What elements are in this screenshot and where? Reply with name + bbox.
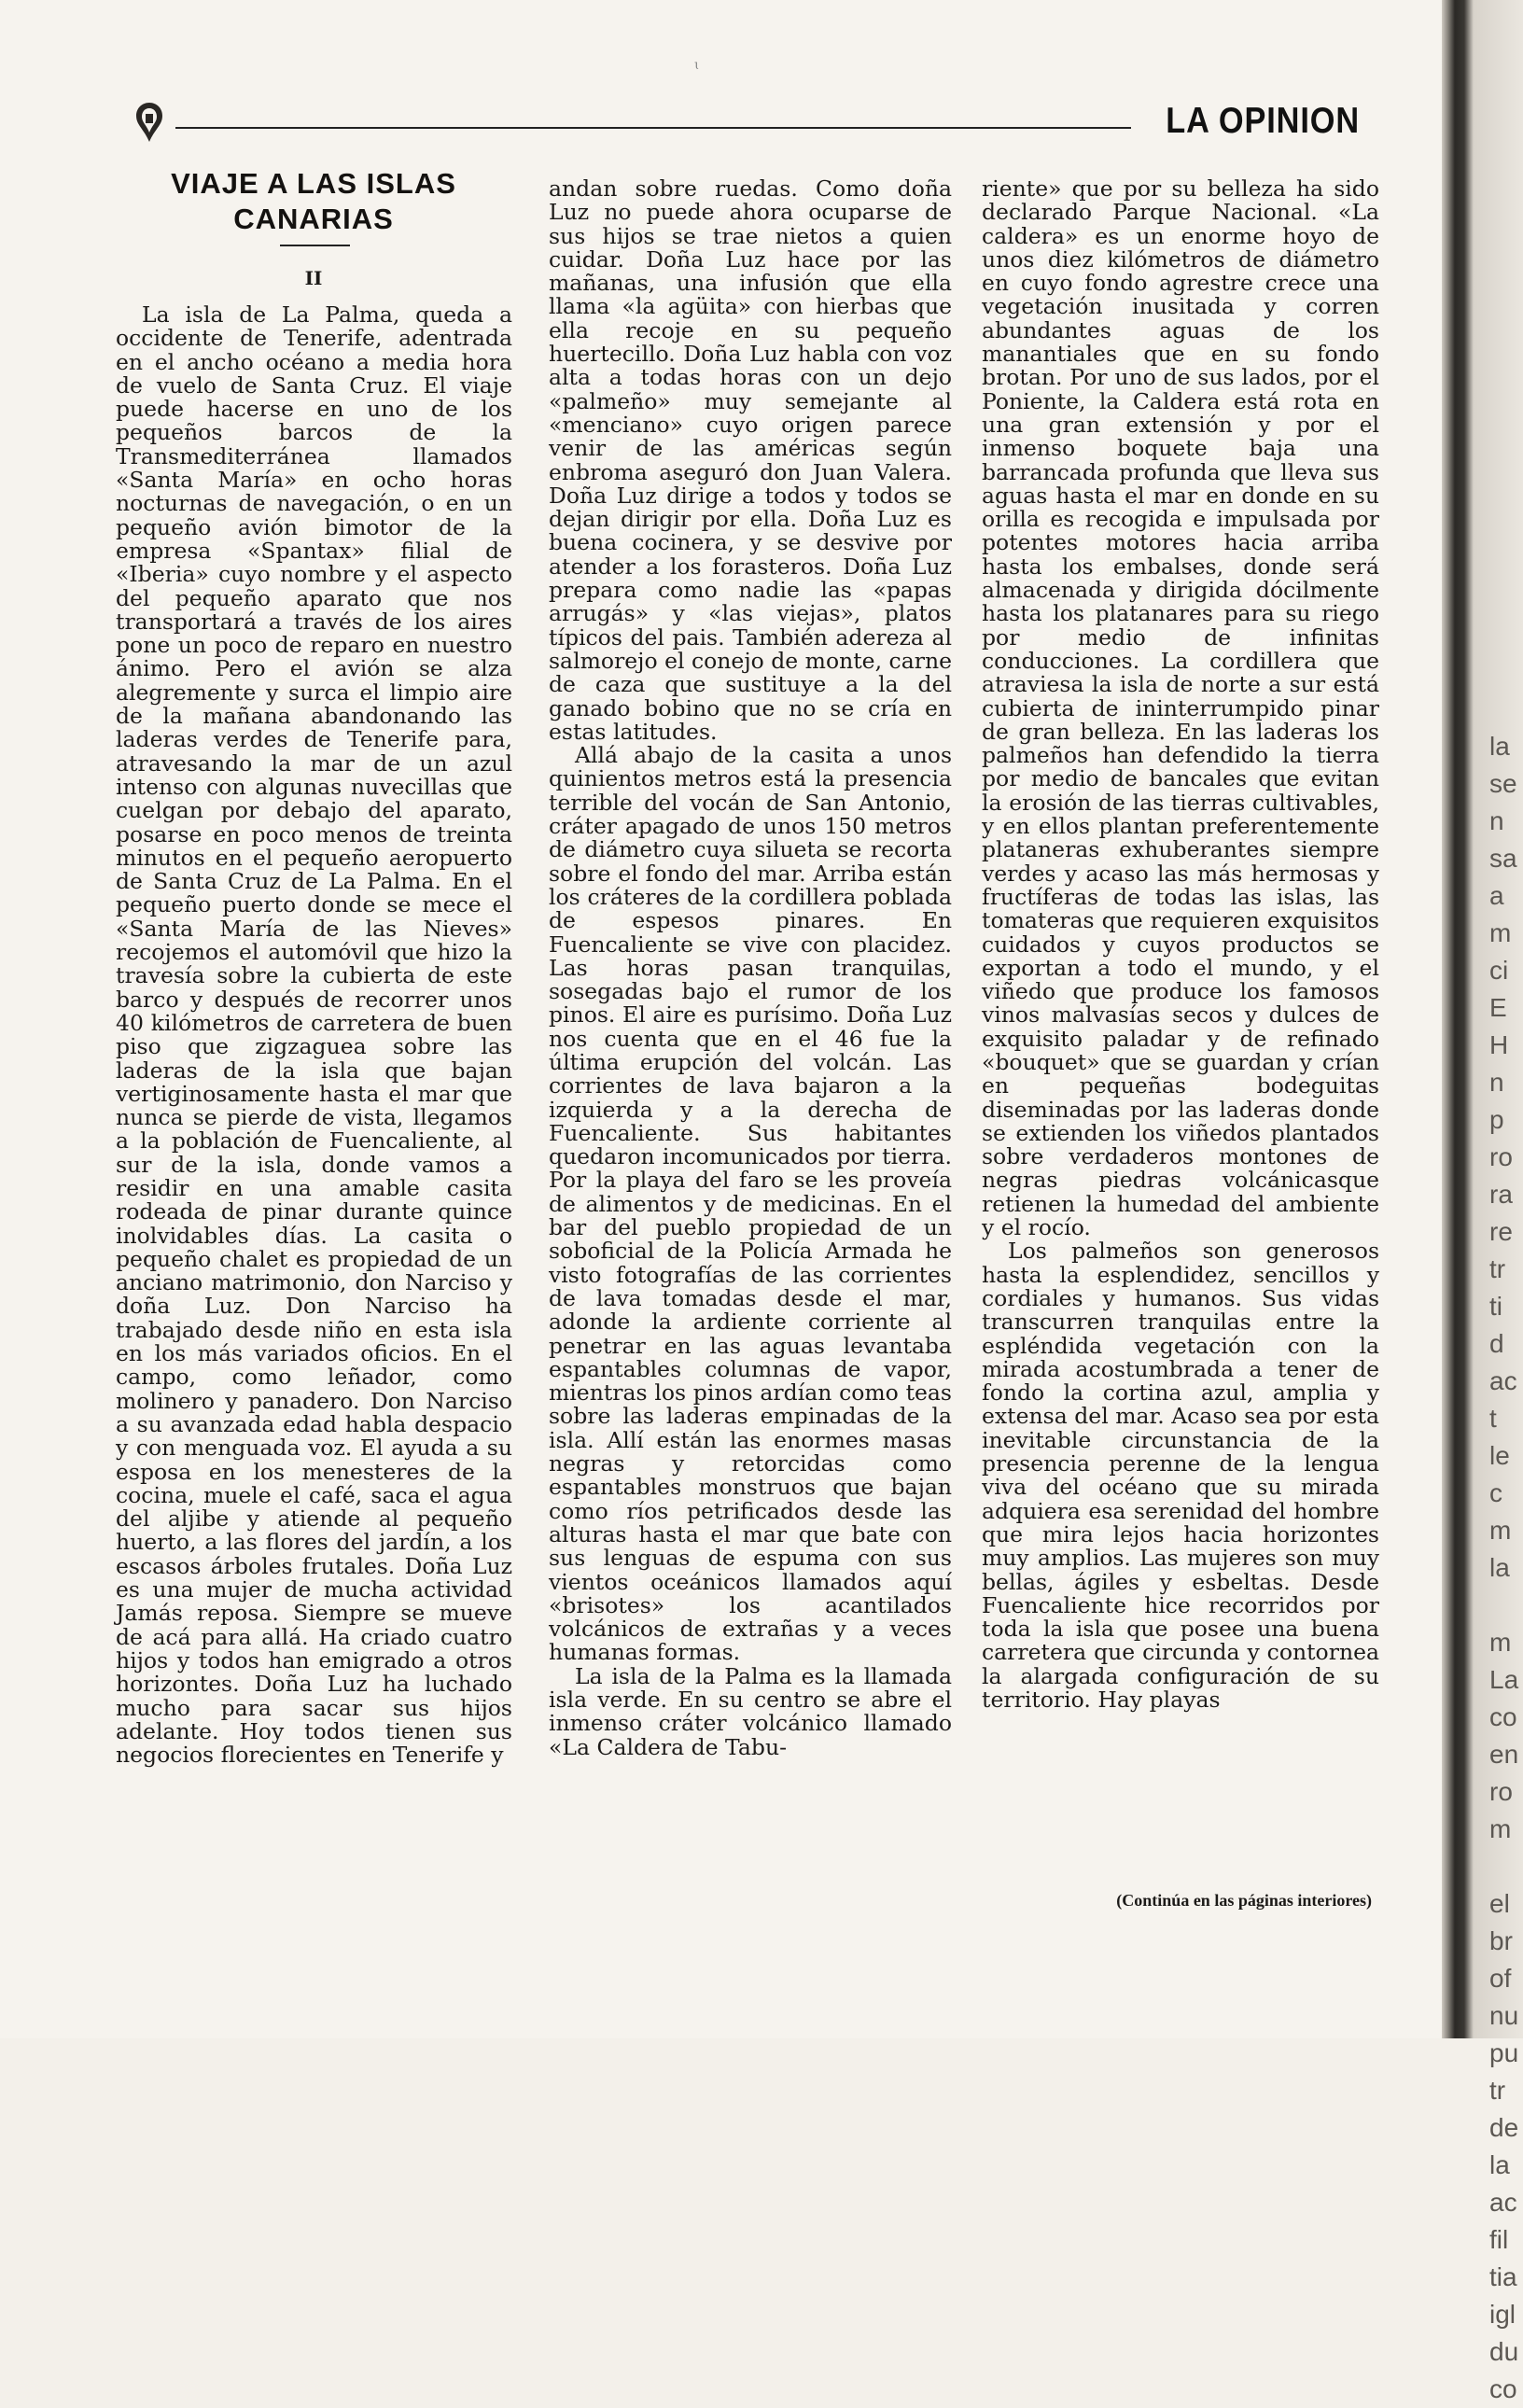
next-page-edge-text: la se n sa a m ci E H n p ro ra re tr ti d ac t le c m la m La co en ro m el br of nu pu tr de la ac fil tia igl du co	[1489, 732, 1519, 2403]
paragraph: La isla de La Palma, queda a occidente de Tenerife, adentrada en el ancho océano a media hora de vuelo de Santa Cruz. El viaje puede hacerse en uno de los pequeños barcos de la Transmediterránea llamados «Santa María» en ocho horas nocturnas de navegación, o en un pequeño avión bimotor de la empresa «Spantax» filial de «Iberia» cuyo nombre y el aspecto del pequeño aparato que nos transportará a través de los aires pone un poco de reparo en nuestro ánimo. Pero el avión se alza alegremente y surca el limpio aire de la mañana abandonando las laderas verdes de Tenerife para, atravesando la mar de un azul intenso con algunas nuvecillas que cuelgan por debajo del aparato, posarse en poco menos de treinta minutos en el pequeño aeropuerto de Santa Cruz de La Palma. En el pequeño puerto donde se mece el «Santa María de las Nieves» recojemos el automóvil que hizo la travesía sobre la cubierta de este barco y después de recorrer unos 40 kilómetros de carretera de buen piso que zigzaguea sobre las laderas de la isla que bajan vertiginosamente hasta el mar que nunca se pierde de vista, llegamos a la población de Fuencaliente, al sur de la isla, donde vamos a residir en una amable casita rodeada de pinar durante quince inolvidables días. La casita o pequeño chalet es propiedad de un anciano matrimonio, don Narciso y doña Luz. Don Narciso ha trabajado desde niño en esta isla en los más variados oficios. En el campo, como leñador, como molinero y panadero. Don Narciso a su avanzada edad habla despacio y con menguada voz. El ayuda a su esposa en los menesteres de la cocina, muele el café, saca el agua del aljibe y atiende al pequeño huerto, a las flores del jardín, a los escasos árboles frutales. Doña Luz es una mujer de mucha actividad Jamás reposa. Siempre se mueve de acá para allá. Ha criado cuatro hijos y todos han emigrado a otros horizontes. Doña Luz ha luchado mucho para sacar sus hijos adelante. Hoy todos tienen sus negocios florecientes en Tenerife y	[116, 301, 512, 1769]
masthead-title: LA OPINION	[1166, 101, 1360, 141]
article-title-line2: CANARIAS	[233, 203, 394, 235]
paragraph: Los palmeños son generosos hasta la esplendidez, sencillos y cordiales y humanos. Sus vidas transcurren tranquilas entre la espléndida vegetación con la mirada acostumbrada a tener de fondo la cortina azul, amplia y extensa del mar. Acaso sea por esta inevitable circunstancia de la presencia perenne de la lengua viva del océano que su mirada adquiera esa serenidad del hombre que mira lejos hacia horizontes muy amplios. Las mujeres son muy bellas, ágiles y esbeltas. Desde Fuencaliente hice recorridos por toda la isla que posee una buena carretera que circunda y contornea la alargada configuración de su territorio. Hay playas	[982, 1238, 1379, 1713]
continued-note: (Continúa en las páginas interiores)	[1116, 1891, 1372, 1910]
paragraph: andan sobre ruedas. Como doña Luz no puede ahora ocuparse de sus hijos se trae nietos a quien cuidar. Doña Luz hace por las mañanas, una infusión que ella llama «la agüita» con hierbas que ella recoje en su pequeño huertecillo. Doña Luz habla con voz alta a todas horas con un dejo «palmeño» muy semejante al «menciano» cuyo origen parece venir de las américas según enbroma aseguró don Juan Valera. Doña Luz dirige a todos y todos se dejan dirigir por ella. Doña Luz es buena cocinera, y se desvive por atender a los forasteros. Doña Luz prepara como nadie las «papas arrugás» y «las viejas», platos típicos del pais. También adereza al salmorejo el conejo de monte, carne de caza que sustituye a la del ganado bobino que no se cría en estas latitudes.	[549, 175, 952, 745]
title-rule	[280, 245, 350, 246]
article-column-3	[982, 177, 1379, 1712]
header-rule	[175, 127, 1131, 129]
paragraph: La isla de la Palma es la llamada isla verde. En su centro se abre el inmenso cráter volcánico llamado «La Caldera de Tabu-	[549, 1662, 952, 1760]
article-column-1	[116, 303, 512, 1767]
paragraph: Allá abajo de la casita a unos quinientos metros está la presencia terrible del vocán de San Antonio, cráter apagado de unos 150 metros de diámetro cuya silueta se recorta sobre el fondo del mar. Arriba están los cráteres de la cordillera poblada de espesos pinares. En Fuencaliente se vive con placidez. Las horas pasan tranquilas, sosegadas bajo el rumor de los pinos. El aire es purísimo. Doña Luz nos cuenta que en el 46 fue la última erupción del volcán. Las corrientes de lava bajaron a la izquierda y a la derecha de Fuencaliente. Sus habitantes quedaron incomunicados por tierra. Por la playa del faro se les proveía de alimentos y de medicinas. En el bar del pueblo propiedad de un soboficial de la Policía Armada he visto fotografías de las corrientes de lava tomadas desde el mar, adonde la ardiente corriente al penetrar en las aguas levantaba espantables columnas de vapor, mientras los pinos ardían como teas sobre las laderas empinadas de la isla. Allí están las enormes masas negras y retorcidas como espantables monstruos que bajan como ríos petrificados desde las alturas hasta el mar que bate con sus lenguas de espuma con sus vientos oceánicos llamados aquí «brisotes» los acantilados volcánicos de extrañas y a veces humanas formas.	[549, 742, 952, 1666]
article-title-line1: VIAJE A LAS ISLAS	[171, 167, 456, 200]
part-number: II	[304, 267, 323, 289]
crest-emblem-icon	[131, 101, 168, 144]
paragraph: riente» que por su belleza ha sido declarado Parque Nacional. «La caldera» es un enorme hoyo de unos diez kilómetros de diámetro en cuyo fondo agrestre crece una vegetación inusitada y corren abundantes aguas de los manantiales que en su fondo brotan. Por uno de sus lados, por el Poniente, la Caldera está rota en una gran extensión y por el inmenso boquete baja una barrancada profunda que lleva sus aguas hasta el mar en donde en su orilla es recogida e impulsada por potentes motores hacia arriba hasta los embalses, donde será almacenada y dirigida dócilmente hasta los platanares para su riego por medio de infinitas conducciones. La cordillera que atraviesa la isla de norte a sur está cubierta de ininterrumpido pinar de gran belleza. En las laderas los palmeños han defendido la tierra por medio de bancales que evitan la erosión de las tierras cultivables, y en ellos plantan preferentemente plataneras exhuberantes siempre verdes y acaso las más hermosas y fructíferas de todas las islas, las tomateras que requieren exquisitos cuidados y cuyos productos se exportan a todo el mundo, y el viñedo que produce los famosos vinos malvasías secos y dulces de exquisito paladar y de refinado «bouquet» que se guardan y crían en pequeñas bodeguitas diseminadas por las laderas donde se extienden los viñedos plantados sobre verdaderos montones de negras piedras volcánicasque retienen la humedad del ambiente y el rocío.	[982, 175, 1379, 1241]
article-column-2	[549, 177, 952, 1759]
page-speck: ɩ	[694, 58, 700, 73]
article-title	[140, 166, 487, 237]
